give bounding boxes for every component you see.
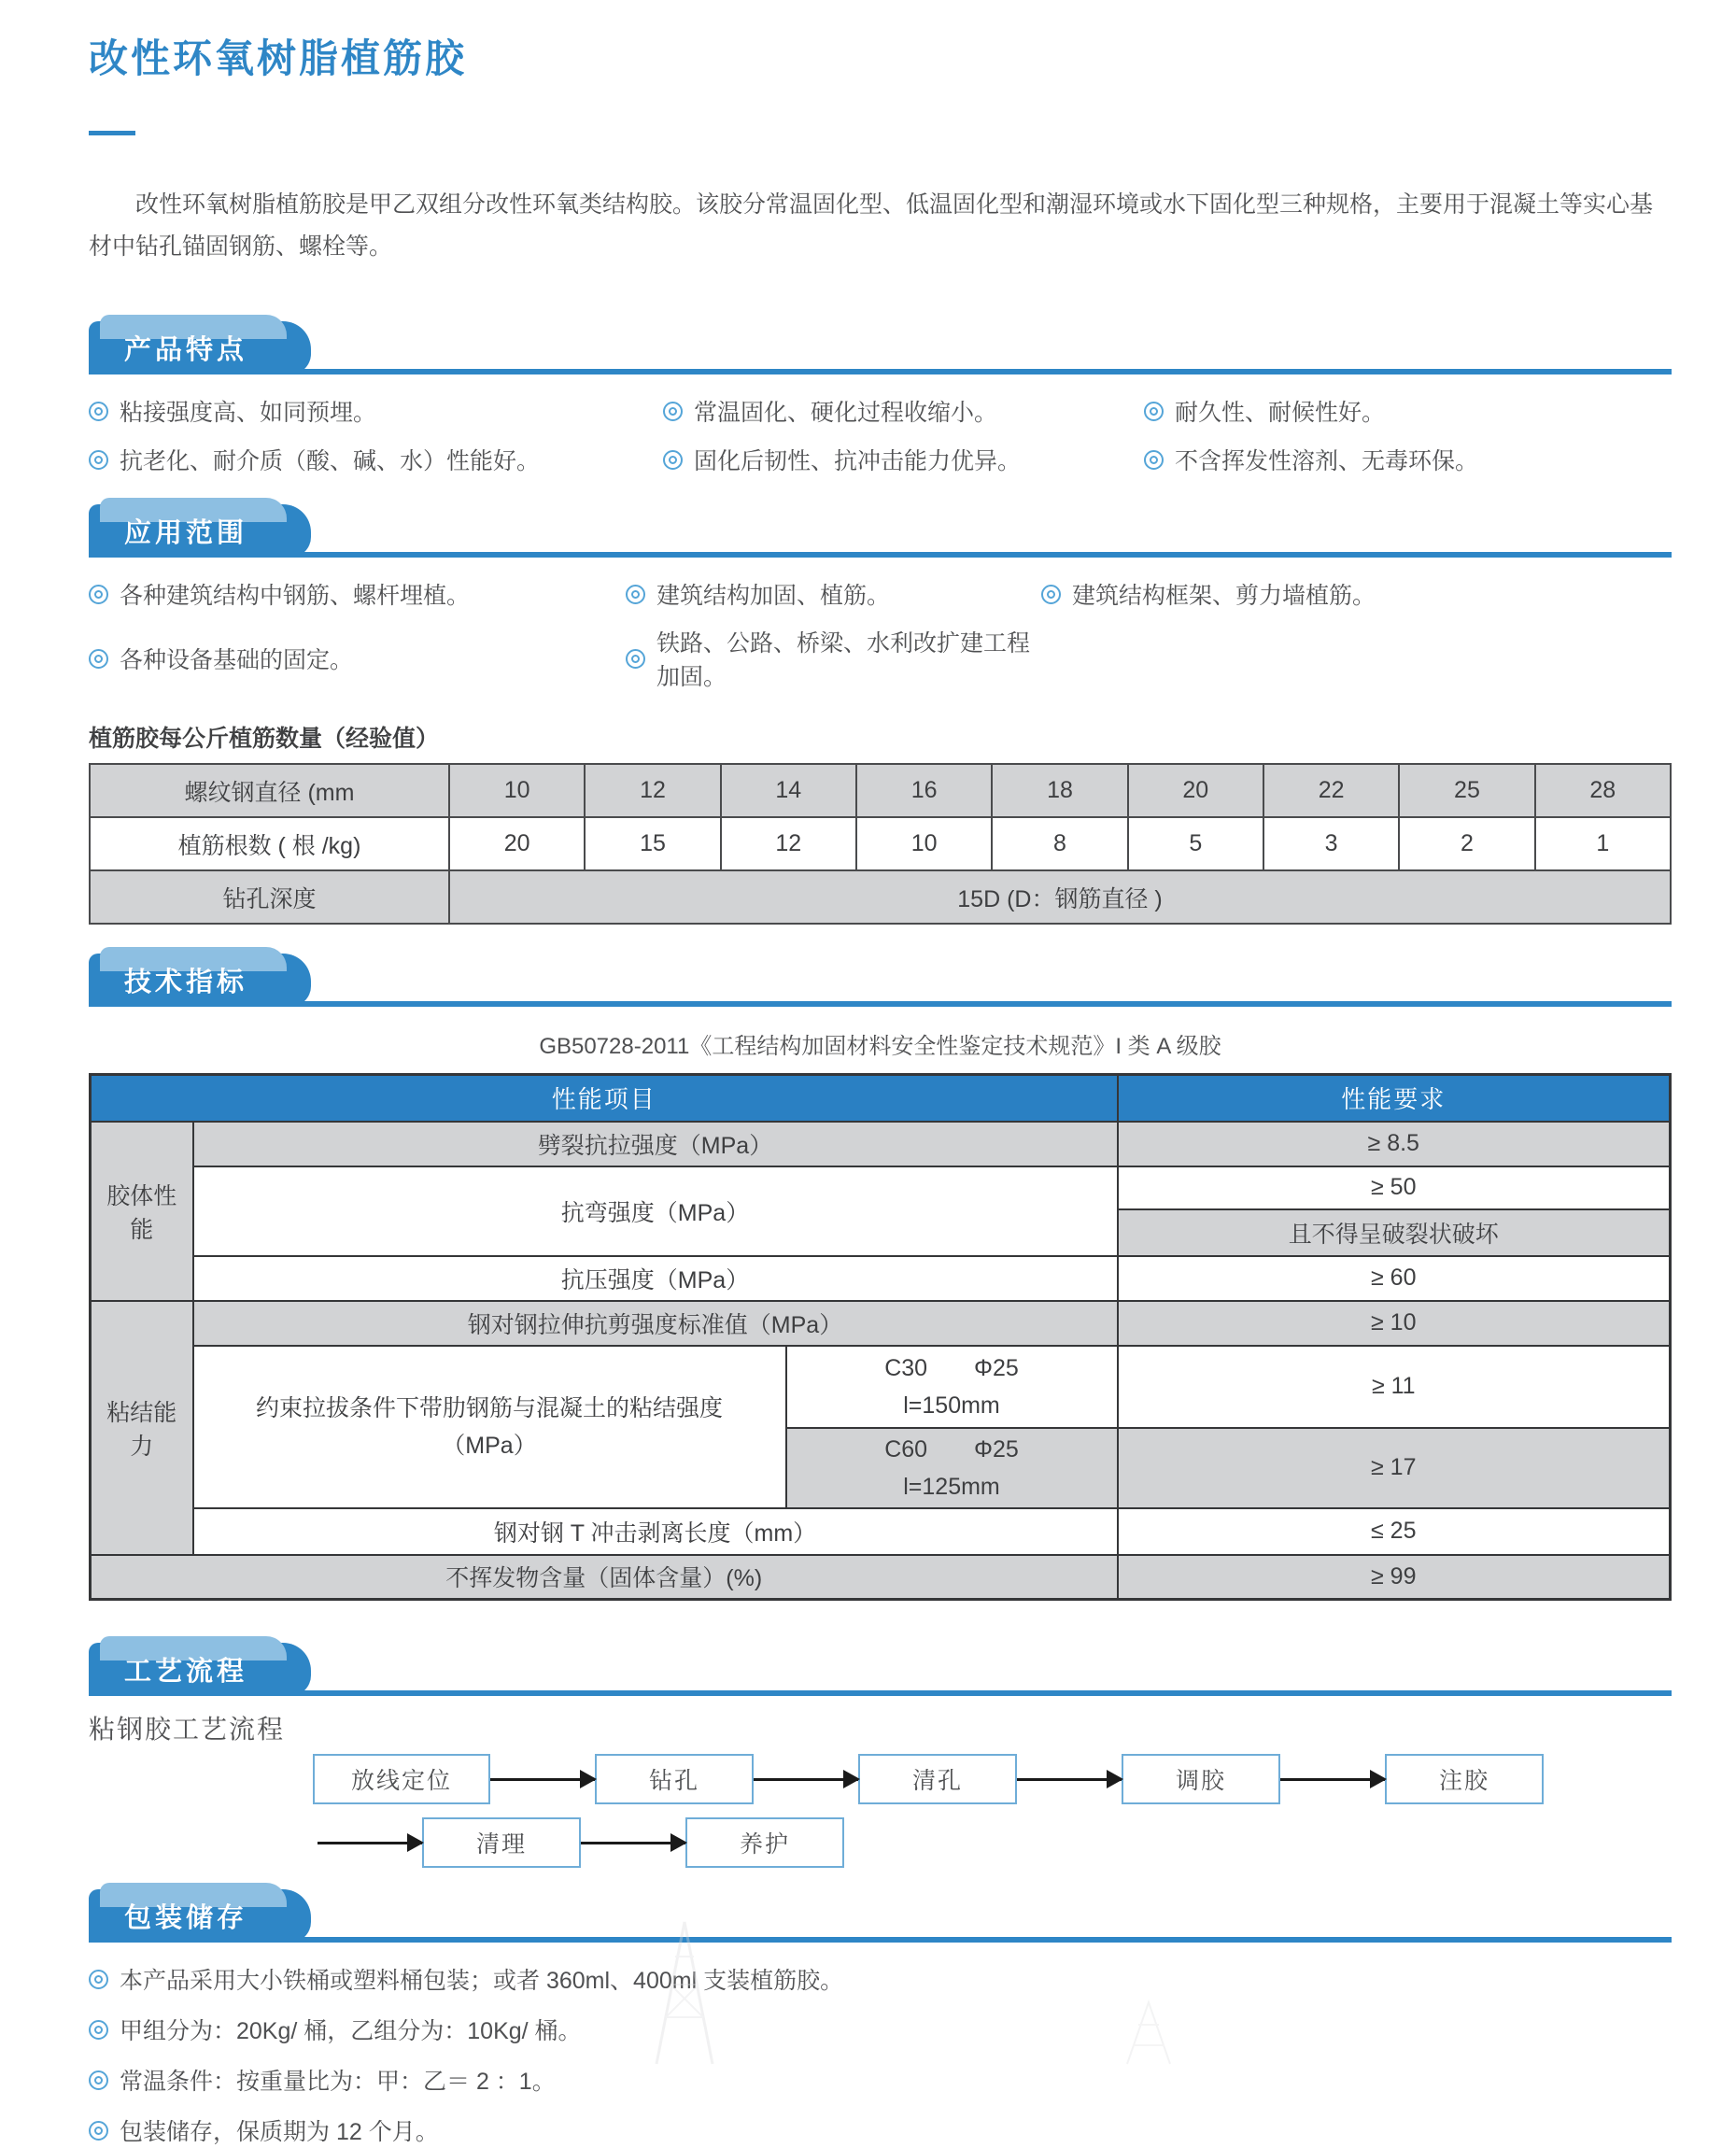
feature-list: [89, 393, 1672, 477]
section-title: 包装储存: [124, 1903, 248, 1933]
double-circle-bullet-icon: [626, 649, 645, 669]
row-label: 钻孔深度: [90, 870, 449, 924]
spec-item: 劈裂抗拉强度（MPa）: [193, 1122, 1118, 1166]
double-circle-bullet-icon: [89, 2070, 108, 2090]
table-row: [91, 1256, 1671, 1301]
cell: 10: [449, 764, 585, 817]
dosage-table-caption: 植筋胶每公斤植筋数量（经验值）: [89, 726, 440, 752]
flow-arrow-icon: [490, 1778, 595, 1781]
test-condition: [786, 1428, 1118, 1508]
section-header-tech: [89, 953, 1672, 1007]
flow-step-box: 钻孔: [595, 1754, 754, 1804]
spec-requirement: ≥ 60: [1118, 1256, 1671, 1301]
flow-row-2: [318, 1817, 1672, 1868]
table-row: [91, 1346, 1671, 1428]
feature-item: [663, 442, 1144, 477]
page-title: 改性环氧树脂植筋胶: [89, 36, 468, 80]
double-circle-bullet-icon: [663, 402, 683, 421]
flow-arrow-icon: [1280, 1778, 1385, 1781]
cell: 12: [585, 764, 720, 817]
section-rule: [89, 1690, 1672, 1696]
application-item: [89, 576, 626, 612]
packaging-item: [89, 2113, 1672, 2148]
spec-item: 抗压强度（MPa）: [193, 1256, 1118, 1301]
cell: 15D (D：钢筋直径 ): [449, 870, 1671, 924]
section-tab-features: [89, 321, 311, 374]
flow-arrow-icon: [318, 1842, 422, 1844]
table-row: [90, 870, 1671, 924]
application-text: 各种建筑结构中钢筋、螺杆埋植。: [120, 583, 471, 609]
cell: 8: [992, 817, 1127, 870]
application-text: 各种设备基础的固定。: [120, 647, 354, 673]
flow-row-1: [313, 1754, 1672, 1804]
spec-item-line: 约束拉拔条件下带肋钢筋与混凝土的粘结强度: [255, 1394, 723, 1421]
feature-text: 耐久性、耐候性好。: [1175, 400, 1386, 426]
packaging-text: 常温条件：按重量比为：甲：乙＝ 2 ：1。: [120, 2069, 556, 2095]
section-rule: [89, 369, 1672, 374]
application-item: [1041, 576, 1672, 612]
row-label: 螺纹钢直径 (mm: [90, 764, 449, 817]
table-row: [90, 817, 1671, 870]
application-text: 铁路、公路、桥梁、水利改扩建工程加固。: [656, 630, 1031, 690]
section-tab-process: [89, 1643, 311, 1696]
cell: 20: [449, 817, 585, 870]
double-circle-bullet-icon: [89, 1970, 108, 1989]
cell: 12: [721, 817, 856, 870]
double-circle-bullet-icon: [89, 649, 108, 669]
spec-requirement: ≥ 11: [1118, 1346, 1671, 1428]
application-item: [626, 625, 1041, 692]
section-header-packaging: [89, 1888, 1672, 1943]
double-circle-bullet-icon: [626, 585, 645, 604]
section-tab-applications: [89, 504, 311, 558]
test-condition: [786, 1346, 1118, 1428]
spec-item: [193, 1346, 786, 1508]
double-circle-bullet-icon: [89, 585, 108, 604]
double-circle-bullet-icon: [89, 2020, 108, 2040]
cell: 25: [1399, 764, 1534, 817]
section-tab-tech: [89, 954, 311, 1007]
section-title: 应用范围: [124, 518, 248, 548]
section-rule: [89, 552, 1672, 558]
double-circle-bullet-icon: [663, 450, 683, 470]
cell: 28: [1535, 764, 1671, 817]
packaging-text: 本产品采用大小铁桶或塑料桶包装；或者 360ml、400ml 支装植筋胶。: [120, 1968, 844, 1994]
table-row: [91, 1301, 1671, 1346]
flow-arrow-icon: [1017, 1778, 1122, 1781]
tech-spec-table: [89, 1073, 1672, 1601]
flow-step-box: 清理: [422, 1817, 581, 1868]
column-header-requirement: 性能要求: [1118, 1075, 1671, 1122]
table-row: [91, 1508, 1671, 1555]
feature-item: [1144, 442, 1672, 477]
section-tab-packaging: [89, 1889, 311, 1943]
dosage-table: [89, 763, 1672, 925]
packaging-item: [89, 2012, 1672, 2047]
section-title: 工艺流程: [124, 1657, 248, 1687]
double-circle-bullet-icon: [1144, 450, 1164, 470]
feature-item: [89, 393, 663, 429]
section-title: 产品特点: [124, 335, 248, 365]
section-rule: [89, 1001, 1672, 1007]
condition-line: l=150mm: [903, 1392, 1000, 1419]
spec-requirement: ≥ 17: [1118, 1428, 1671, 1508]
table-header-row: [91, 1075, 1671, 1122]
cell: 1: [1535, 817, 1671, 870]
application-item: [626, 576, 1041, 612]
column-header-item: 性能项目: [91, 1075, 1118, 1122]
flow-step-box: 养护: [685, 1817, 844, 1868]
intro-paragraph: 改性环氧树脂植筋胶是甲乙双组分改性环氧类结构胶。该胶分常温固化型、低温固化型和潮湿环境或水下固化型三种规格，主要用于混凝土等实心基材中钻孔锚固钢筋、螺栓等。: [89, 191, 1654, 260]
double-circle-bullet-icon: [89, 402, 108, 421]
condition-line: C60 Φ25: [884, 1435, 1019, 1463]
standard-reference: GB50728-2011《工程结构加固材料安全性鉴定技术规范》I 类 A 级胶: [539, 1034, 1221, 1059]
spec-requirement: 且不得呈破裂状破坏: [1118, 1209, 1671, 1256]
condition-line: l=125mm: [903, 1473, 1000, 1500]
flow-step-box: 调胶: [1122, 1754, 1280, 1804]
flow-step-box: 放线定位: [313, 1754, 490, 1804]
application-text: 建筑结构框架、剪力墙植筋。: [1072, 583, 1376, 609]
section-title: 技术指标: [124, 968, 248, 997]
feature-text: 固化后韧性、抗冲击能力优异。: [694, 448, 1022, 474]
table-row: [91, 1555, 1671, 1600]
section-header-features: [89, 320, 1672, 374]
spec-item: 不挥发物含量（固体含量）(%): [91, 1555, 1118, 1600]
packaging-text: 包装储存，保质期为 12 个月。: [120, 2119, 439, 2145]
cell: 2: [1399, 817, 1534, 870]
spec-item: 抗弯强度（MPa）: [193, 1166, 1118, 1256]
title-underline-dash: [89, 131, 135, 135]
cell: 3: [1263, 817, 1399, 870]
cell: 5: [1128, 817, 1263, 870]
feature-text: 抗老化、耐介质（酸、碱、水）性能好。: [120, 448, 541, 474]
double-circle-bullet-icon: [89, 450, 108, 470]
spec-requirement: ≤ 25: [1118, 1508, 1671, 1555]
flow-arrow-icon: [754, 1778, 858, 1781]
application-list: [89, 576, 1672, 692]
feature-item: [663, 393, 1144, 429]
spec-item: 钢对钢 T 冲击剥离长度（mm）: [193, 1508, 1118, 1555]
cell: 14: [721, 764, 856, 817]
spec-item: 钢对钢拉伸抗剪强度标准值（MPa）: [193, 1301, 1118, 1346]
process-flowchart: [89, 1754, 1672, 1868]
spec-requirement: ≥ 50: [1118, 1166, 1671, 1209]
feature-text: 粘接强度高、如同预埋。: [120, 400, 377, 426]
table-row: [91, 1122, 1671, 1166]
group-label-bond: 粘结能力: [91, 1301, 193, 1555]
flow-subtitle: 粘钢胶工艺流程: [89, 1715, 286, 1744]
spec-requirement: ≥ 8.5: [1118, 1122, 1671, 1166]
cell: 15: [585, 817, 720, 870]
packaging-item: [89, 2062, 1672, 2098]
packaging-list: [89, 1961, 1672, 2148]
double-circle-bullet-icon: [89, 2121, 108, 2141]
group-label-colloid: 胶体性能: [91, 1122, 193, 1301]
row-label: 植筋根数 ( 根 /kg): [90, 817, 449, 870]
section-header-applications: [89, 503, 1672, 558]
packaging-text: 甲组分为：20Kg/ 桶，乙组分为：10Kg/ 桶。: [120, 2018, 582, 2044]
condition-line: C30 Φ25: [884, 1354, 1019, 1381]
table-row: [90, 764, 1671, 817]
application-text: 建筑结构加固、植筋。: [656, 583, 891, 609]
cell: 18: [992, 764, 1127, 817]
feature-item: [89, 442, 663, 477]
flow-step-box: 清孔: [858, 1754, 1017, 1804]
application-item: [89, 625, 626, 692]
cell: 10: [856, 817, 992, 870]
flow-step-box: 注胶: [1385, 1754, 1544, 1804]
double-circle-bullet-icon: [1041, 585, 1061, 604]
feature-item: [1144, 393, 1672, 429]
flow-arrow-icon: [581, 1842, 685, 1844]
packaging-item: [89, 1961, 1672, 1997]
feature-text: 不含挥发性溶剂、无毒环保。: [1175, 448, 1479, 474]
cell: 20: [1128, 764, 1263, 817]
feature-text: 常温固化、硬化过程收缩小。: [694, 400, 998, 426]
spec-requirement: ≥ 10: [1118, 1301, 1671, 1346]
cell: 22: [1263, 764, 1399, 817]
spec-item-line: （MPa）: [442, 1432, 537, 1459]
spec-requirement: ≥ 99: [1118, 1555, 1671, 1600]
section-header-process: [89, 1642, 1672, 1696]
section-rule: [89, 1937, 1672, 1943]
double-circle-bullet-icon: [1144, 402, 1164, 421]
cell: 16: [856, 764, 992, 817]
table-row: [91, 1166, 1671, 1209]
